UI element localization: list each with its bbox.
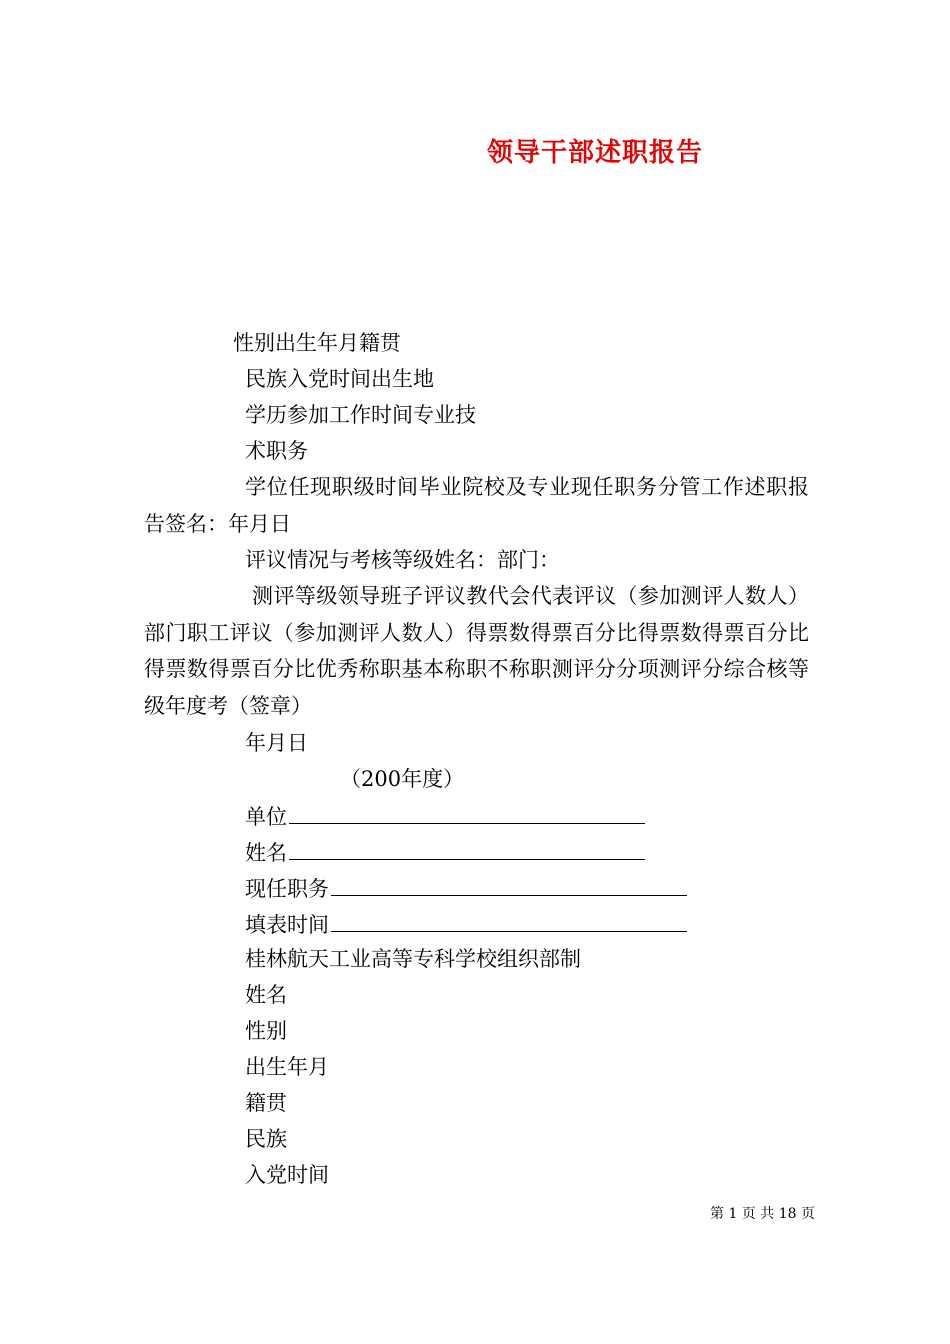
- text-line: 年月日: [245, 731, 308, 755]
- form-label: 填表时间: [245, 913, 329, 937]
- form-row-unit: [245, 797, 645, 835]
- form-row-position: [245, 869, 687, 907]
- document-title: 领导干部述职报告: [487, 138, 704, 168]
- text-line: 性别出生年月籍贯: [233, 331, 401, 355]
- text-line: （200年度）: [340, 767, 465, 791]
- field-label: 性别: [245, 1019, 287, 1043]
- date-blank-line: [331, 905, 687, 932]
- form-row-name: [245, 833, 645, 871]
- field-label: 出生年月: [245, 1055, 329, 1079]
- text-line: 学历参加工作时间专业技: [245, 403, 476, 427]
- name-blank-line: [289, 833, 645, 860]
- text-line: 民族入党时间出生地: [245, 367, 434, 391]
- unit-blank-line: [289, 797, 645, 824]
- field-label: 姓名: [245, 983, 287, 1007]
- paragraph: 学位任现职级时间毕业院校及专业现任职务分管工作述职报告签名：年月日: [144, 475, 809, 536]
- form-row-date: [245, 905, 687, 943]
- page-footer: 第 1 页 共 18 页: [710, 1206, 815, 1222]
- position-blank-line: [331, 869, 687, 896]
- paragraph: 测评等级领导班子评议教代会代表评议（参加测评人数人）部门职工评议（参加测评人数人）得票数得票百分比得票数得票百分比得票数得票百分比优秀称职基本称职不称职测评分分项测评分综合核等级年度考（签章）: [144, 584, 809, 718]
- field-label: 籍贯: [245, 1091, 287, 1115]
- field-label: 民族: [245, 1127, 287, 1151]
- text-line: 评议情况与考核等级姓名：部门：: [245, 548, 560, 572]
- org-line: 桂林航天工业高等专科学校组织部制: [245, 947, 581, 971]
- field-label: 入党时间: [245, 1163, 329, 1187]
- form-label: 单位: [245, 805, 287, 829]
- form-label: 现任职务: [245, 877, 329, 901]
- text-line: 术职务: [245, 439, 308, 463]
- form-label: 姓名: [245, 841, 287, 865]
